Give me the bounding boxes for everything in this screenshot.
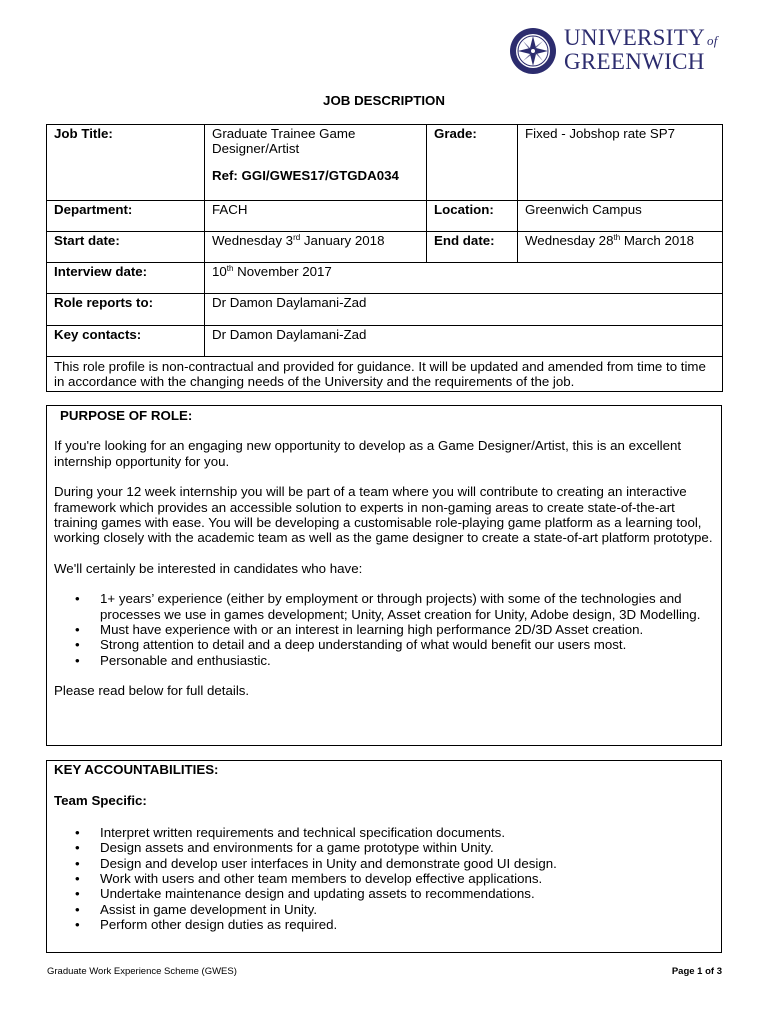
university-logo [508, 26, 724, 80]
job-title-label: Job Title: [47, 125, 205, 201]
table-row [47, 294, 723, 326]
interview-date-value: 10th November 2017 [205, 263, 723, 294]
key-contacts-label: Key contacts: [47, 326, 205, 357]
list-item: • Design and develop user interfaces in Unity and demonstrate good UI design. [54, 856, 714, 871]
grade-label: Grade: [427, 125, 518, 201]
accountabilities-list [54, 825, 714, 933]
purpose-closing: Please read below for full details. [54, 683, 250, 699]
page-number: Page 1 of 3 [671, 966, 722, 977]
list-item: • Perform other design duties as required. [54, 917, 714, 932]
department-value: FACH [205, 201, 427, 232]
table-row [47, 232, 723, 263]
candidate-requirements-list [54, 591, 714, 668]
accountabilities-heading: KEY ACCOUNTABILITIES: [54, 762, 219, 777]
list-item: • Undertake maintenance design and updating assets to recommendations. [54, 886, 714, 901]
location-label: Location: [427, 201, 518, 232]
grade-value: Fixed - Jobshop rate SP7 [518, 125, 723, 201]
end-date-value: Wednesday 28th March 2018 [518, 232, 723, 263]
end-date-label: End date: [427, 232, 518, 263]
table-row [47, 125, 723, 201]
start-date-label: Start date: [47, 232, 205, 263]
list-item: • Personable and enthusiastic. [54, 653, 714, 668]
accountabilities-section [46, 760, 722, 953]
team-specific-heading: Team Specific: [54, 793, 147, 809]
list-item: • Design assets and environments for a game prototype within Unity. [54, 840, 714, 855]
list-item: • 1+ years’ experience (either by employment or through projects) with some of the technologies and processes we use in games development; Unity, Asset creation for Unity, Adobe design, 3D Modelling. [54, 591, 714, 622]
table-row [47, 357, 723, 392]
department-label: Department: [47, 201, 205, 232]
table-row [47, 201, 723, 232]
page-title: JOB DESCRIPTION [323, 93, 445, 108]
purpose-paragraph: We'll certainly be interested in candidates who have: [54, 560, 363, 576]
footer-scheme-name: Graduate Work Experience Scheme (GWES) [47, 966, 237, 977]
start-date-value: Wednesday 3rd January 2018 [205, 232, 427, 263]
job-reference: Ref: GGI/GWES17/GTGDA034 [212, 168, 399, 183]
list-item: • Work with users and other team members to develop effective applications. [54, 871, 714, 886]
table-row [47, 326, 723, 357]
list-item: • Strong attention to detail and a deep understanding of what would benefit our users most. [54, 637, 714, 652]
list-item: • Must have experience with or an interest in learning high performance 2D/3D Asset creation. [54, 622, 714, 637]
logo-line-university: UNIVERSITY of [564, 25, 718, 50]
job-title-cell [205, 125, 427, 201]
role-profile-note: This role profile is non-contractual and provided for guidance. It will be updated and amended from time to time in accordance with the changing needs of the University and the requirements of the job. [47, 357, 723, 392]
purpose-section [46, 405, 722, 746]
job-info-table [46, 124, 723, 392]
job-title-value: Graduate Trainee Game Designer/Artist [212, 126, 356, 156]
reports-to-value: Dr Damon Daylamani-Zad [205, 294, 723, 326]
purpose-paragraph: If you're looking for an engaging new opportunity to develop as a Game Designer/Artist, this is an excellent internship opportunity for you. [54, 438, 682, 469]
list-item: • Assist in game development in Unity. [54, 902, 714, 917]
logo-line-greenwich: GREENWICH [564, 49, 705, 74]
reports-to-label: Role reports to: [47, 294, 205, 326]
table-row [47, 263, 723, 294]
key-contacts-value: Dr Damon Daylamani-Zad [205, 326, 723, 357]
purpose-heading: PURPOSE OF ROLE: [60, 408, 193, 423]
interview-date-label: Interview date: [47, 263, 205, 294]
list-item: • Interpret written requirements and technical specification documents. [54, 825, 714, 840]
purpose-paragraph: During your 12 week internship you will be part of a team where you will contribute to creating an interactive framework which provides an accessible solution to experts in non-gaming areas to create state-of-the-art training games with ease. You will be developing a customisable role-playing game platform as a learning tool, working closely with the academic team as well as the game designer to create a state-of-art platform prototype. [54, 484, 713, 546]
location-value: Greenwich Campus [518, 201, 723, 232]
compass-rose-seal-icon [508, 26, 558, 76]
